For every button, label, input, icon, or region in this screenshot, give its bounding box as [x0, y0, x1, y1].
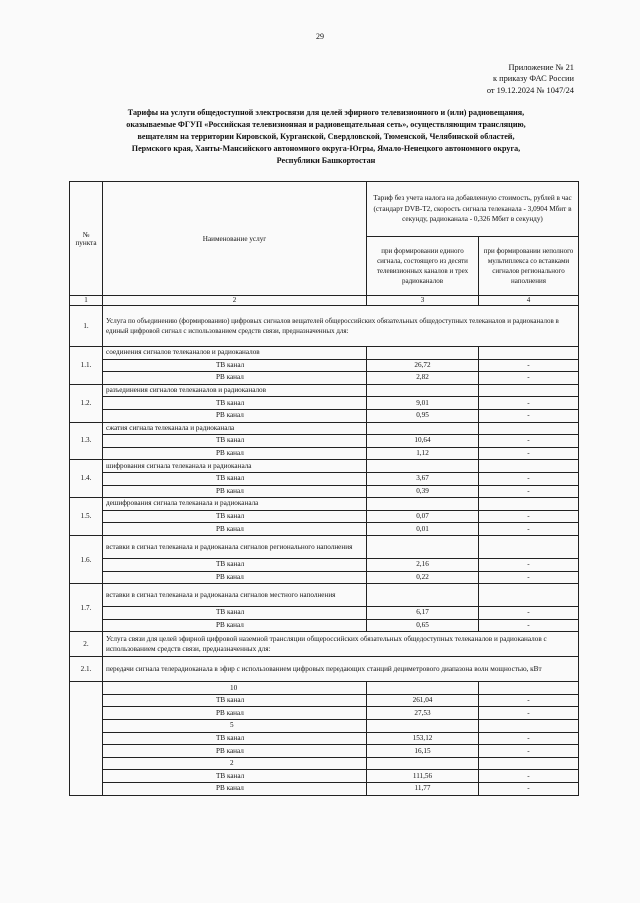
- tariff-value: 0,95: [367, 409, 479, 422]
- tariff-value: 16,15: [367, 745, 479, 758]
- page-number: 29: [316, 32, 324, 41]
- tariff-value: 10,64: [367, 435, 479, 448]
- tv-channel-label: ТВ канал: [103, 770, 367, 783]
- empty-cell: [367, 584, 479, 607]
- tv-channel-label: ТВ канал: [103, 359, 367, 372]
- rv-channel-label: РВ канал: [103, 745, 367, 758]
- tariff-dash: -: [479, 409, 579, 422]
- empty-cell: [367, 682, 479, 695]
- tariff-dash: -: [479, 359, 579, 372]
- item-name: передачи сигнала телерадиоканала в эфир с использованием цифровых передающих станций дециметрового диапазона волн мощностью, кВт: [103, 657, 579, 682]
- item-name: разъединения сигналов телеканалов и радиоканалов: [103, 384, 367, 397]
- tv-channel-label: ТВ канал: [103, 397, 367, 410]
- tv-channel-label: ТВ канал: [103, 510, 367, 523]
- tariff-value: 9,01: [367, 397, 479, 410]
- item-name: шифрования сигнала телеканала и радиоканала: [103, 460, 367, 473]
- section-number: 1.: [70, 306, 103, 347]
- rv-channel-label: РВ канал: [103, 783, 367, 796]
- tariff-dash: -: [479, 523, 579, 536]
- tariff-table: [69, 181, 579, 796]
- empty-cell: [479, 682, 579, 695]
- tariff-value: 261,04: [367, 694, 479, 707]
- item-number: 1.2.: [70, 384, 103, 422]
- power-value: 5: [103, 720, 367, 733]
- item-name: вставки в сигнал телеканала и радиоканала сигналов местного наполнения: [103, 584, 367, 607]
- tariff-value: 0,39: [367, 485, 479, 498]
- document-title: [76, 107, 576, 167]
- rv-channel-label: РВ канал: [103, 409, 367, 422]
- item-number: 2.1.: [70, 657, 103, 682]
- empty-cell: [479, 422, 579, 435]
- empty-cell: [479, 498, 579, 511]
- title-line: Тарифы на услуги общедоступной электросвязи для целей эфирного телевизионного и (или) радиовещания,: [127, 108, 525, 117]
- rv-channel-label: РВ канал: [103, 619, 367, 632]
- tariff-dash: -: [479, 694, 579, 707]
- header-number: № пункта: [70, 182, 103, 296]
- power-value: 2: [103, 757, 367, 770]
- empty-cell: [479, 535, 579, 558]
- tariff-value: 2,82: [367, 372, 479, 385]
- tariff-value: 0,07: [367, 510, 479, 523]
- item-number: 1.5.: [70, 498, 103, 536]
- empty-cell: [367, 460, 479, 473]
- item-name: вставки в сигнал телеканала и радиоканала сигналов регионального наполнения: [103, 535, 367, 558]
- tariff-dash: -: [479, 372, 579, 385]
- empty-cell: [479, 347, 579, 360]
- section-text: Услуга связи для целей эфирной цифровой наземной трансляции общероссийских обязательных общедоступных телеканалов и радиоканалов с использованием средств связи, предназначенных для:: [103, 632, 579, 657]
- column-number: 1: [70, 296, 103, 306]
- tariff-dash: -: [479, 619, 579, 632]
- tariff-value: 111,56: [367, 770, 479, 783]
- column-number: 3: [367, 296, 479, 306]
- appendix-reference: [487, 62, 574, 96]
- appendix-line: от 19.12.2024 № 1047/24: [486, 85, 574, 95]
- header-col3: при формировании единого сигнала, состоящего из десяти телевизионных каналов и трех радиоканалов: [367, 237, 479, 296]
- rv-channel-label: РВ канал: [103, 707, 367, 720]
- empty-cell: [367, 384, 479, 397]
- title-line: оказываемые ФГУП «Российская телевизионная и радиовещательная сеть», осуществляющим трансляцию,: [126, 119, 526, 129]
- item-name: соединения сигналов телеканалов и радиоканалов: [103, 347, 367, 360]
- item-number: 1.1.: [70, 347, 103, 385]
- empty-cell: [479, 384, 579, 397]
- appendix-line: к приказу ФАС России: [492, 74, 574, 84]
- empty-cell: [367, 498, 479, 511]
- tariff-value: 3,67: [367, 472, 479, 485]
- empty-cell: [367, 535, 479, 558]
- rv-channel-label: РВ канал: [103, 485, 367, 498]
- empty-cell: [367, 347, 479, 360]
- tariff-value: 27,53: [367, 707, 479, 720]
- tariff-dash: -: [479, 435, 579, 448]
- tariff-value: 0,22: [367, 571, 479, 584]
- tariff-value: 0,65: [367, 619, 479, 632]
- item-name: сжатия сигнала телеканала и радиоканала: [103, 422, 367, 435]
- header-col4: при формировании неполного мультиплекса со вставками сигналов регионального наполнения: [479, 237, 579, 296]
- tariff-dash: -: [479, 783, 579, 796]
- tariff-dash: -: [479, 558, 579, 571]
- tv-channel-label: ТВ канал: [103, 472, 367, 485]
- empty-cell: [367, 422, 479, 435]
- tariff-value: 0,01: [367, 523, 479, 536]
- appendix-line: Приложение № 21: [508, 63, 574, 72]
- item-name: дешифрования сигнала телеканала и радиоканала: [103, 498, 367, 511]
- tariff-dash: -: [479, 732, 579, 745]
- tariff-dash: -: [479, 607, 579, 620]
- power-value: 10: [103, 682, 367, 695]
- tv-channel-label: ТВ канал: [103, 435, 367, 448]
- tariff-dash: -: [479, 397, 579, 410]
- rv-channel-label: РВ канал: [103, 523, 367, 536]
- section-text: Услуга по объединению (формированию) цифровых сигналов вещателей общероссийских обязательных общедоступных телеканалов и радиоканалов в единый цифровой сигнал с использованием средств связи, предназначенных для:: [103, 306, 579, 347]
- header-service-name: Наименование услуг: [103, 182, 367, 296]
- tariff-value: 1,12: [367, 447, 479, 460]
- empty-cell: [479, 460, 579, 473]
- tariff-dash: -: [479, 485, 579, 498]
- tv-channel-label: ТВ канал: [103, 607, 367, 620]
- tariff-dash: -: [479, 571, 579, 584]
- tariff-value: 2,16: [367, 558, 479, 571]
- tariff-dash: -: [479, 707, 579, 720]
- tariff-value: 6,17: [367, 607, 479, 620]
- title-line: Республики Башкортостан: [276, 155, 376, 165]
- column-number: 2: [103, 296, 367, 306]
- tariff-value: 26,72: [367, 359, 479, 372]
- column-number: 4: [479, 296, 579, 306]
- tariff-value: 11,77: [367, 783, 479, 796]
- item-number: 1.3.: [70, 422, 103, 460]
- title-line: вещателям на территории Кировской, Курганской, Свердловской, Тюменской, Челябинской областей,: [137, 131, 515, 141]
- header-tariff-group: Тариф без учета налога на добавленную стоимость, рублей в час (стандарт DVB-T2, скорость сигнала телеканала - 3,0904 Мбит в секунду, радиоканала - 0,326 Мбит в секунду): [367, 182, 579, 237]
- rv-channel-label: РВ канал: [103, 571, 367, 584]
- item-number: 1.6.: [70, 535, 103, 583]
- item-number: 1.7.: [70, 584, 103, 632]
- section-number: 2.: [70, 632, 103, 657]
- tv-channel-label: ТВ канал: [103, 558, 367, 571]
- tariff-dash: -: [479, 745, 579, 758]
- rv-channel-label: РВ канал: [103, 447, 367, 460]
- tariff-dash: -: [479, 510, 579, 523]
- tariff-dash: -: [479, 770, 579, 783]
- tariff-dash: -: [479, 447, 579, 460]
- tv-channel-label: ТВ канал: [103, 694, 367, 707]
- empty-cell: [479, 720, 579, 733]
- empty-cell: [70, 682, 103, 795]
- empty-cell: [367, 720, 479, 733]
- tariff-value: 153,12: [367, 732, 479, 745]
- rv-channel-label: РВ канал: [103, 372, 367, 385]
- tv-channel-label: ТВ канал: [103, 732, 367, 745]
- empty-cell: [479, 584, 579, 607]
- tariff-dash: -: [479, 472, 579, 485]
- empty-cell: [479, 757, 579, 770]
- item-number: 1.4.: [70, 460, 103, 498]
- title-line: Пермского края, Ханты-Мансийского автономного округа-Югры, Ямало-Ненецкого автономного округа,: [131, 143, 521, 153]
- empty-cell: [367, 757, 479, 770]
